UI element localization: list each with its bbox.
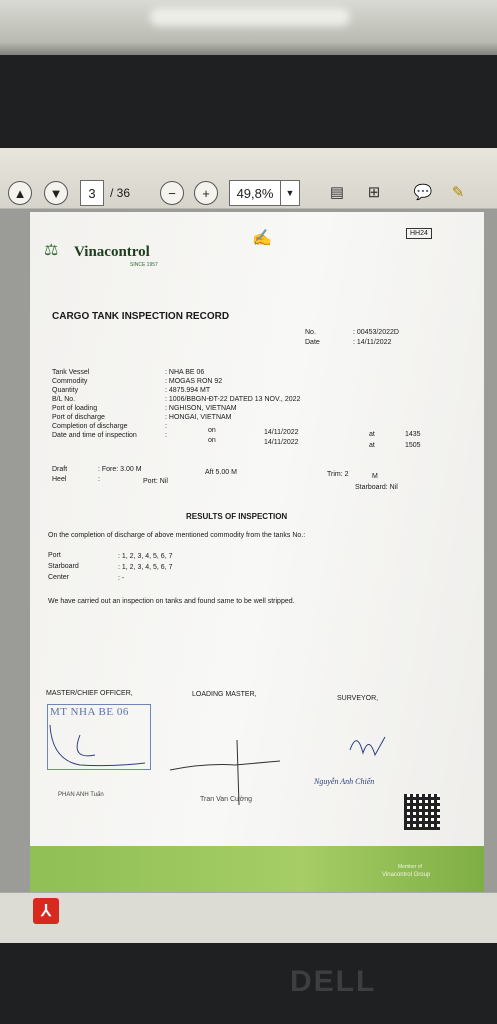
room-background: [0, 0, 497, 60]
field-label: Commodity: [52, 378, 88, 385]
completion-on: on: [208, 427, 216, 434]
no-value: : 00453/2022D: [353, 329, 399, 336]
page-total: / 36: [110, 186, 131, 200]
field-label: Port of loading: [52, 405, 98, 412]
initials-signature-icon: ✍: [252, 230, 272, 247]
no-label: No.: [305, 329, 316, 336]
company-since: SINCE 1957: [130, 262, 158, 268]
field-label: B/L No.: [52, 396, 76, 403]
center-value: : -: [118, 575, 125, 582]
company-logo-icon: ⚖: [44, 242, 59, 259]
highlight-icon[interactable]: ✎: [451, 184, 465, 201]
name-loading-master: Tran Van Cường: [200, 796, 253, 803]
completion-time: 1435: [405, 431, 421, 438]
heel-sep: :: [98, 476, 100, 483]
field-label: Quantity: [52, 387, 79, 394]
completion-sep: :: [165, 423, 167, 430]
vessel-stamp-text: MT NHA BE 06: [50, 706, 129, 718]
inspection-date: 14/11/2022: [264, 439, 299, 446]
down-arrow-icon[interactable]: ▼: [44, 181, 68, 205]
page-number-input[interactable]: 3: [80, 180, 104, 206]
field-label: Tank Vessel: [52, 369, 90, 376]
inspection-label: Date and time of inspection: [52, 432, 137, 439]
trim-unit: M: [372, 473, 378, 480]
ceiling-light: [150, 8, 350, 26]
field-value: : NHA BE 06: [165, 369, 205, 376]
taskbar: [0, 892, 497, 943]
zoom-out-icon[interactable]: −: [160, 181, 184, 205]
form-code: HH24: [406, 228, 432, 239]
zoom-in-icon[interactable]: +: [194, 181, 218, 205]
name-surveyor: Nguyễn Anh Chiến: [314, 777, 375, 786]
inspection-sep: :: [165, 432, 167, 439]
center-label: Center: [48, 574, 70, 581]
fit-width-icon[interactable]: ⊞: [367, 184, 381, 201]
footer-group: Vinacontrol Group: [382, 872, 431, 878]
port-value: : 1, 2, 3, 4, 5, 6, 7: [118, 553, 173, 560]
master-signature-icon: [40, 715, 160, 775]
field-value: : HONGAI, VIETNAM: [165, 414, 232, 421]
signature-label-loading: LOADING MASTER,: [192, 691, 257, 698]
inspection-statement: We have carried out an inspection on tanks and found same to be well stripped.: [48, 598, 295, 605]
field-value: : NGHISON, VIETNAM: [165, 405, 237, 412]
field-value: : 1006/BBGN-ĐT-22 DATED 13 NOV., 2022: [165, 396, 301, 403]
up-arrow-icon[interactable]: ▲: [8, 181, 32, 205]
completion-label: Completion of discharge: [52, 423, 128, 430]
results-intro: On the completion of discharge of above mentioned commodity from the tanks No.:: [48, 532, 306, 539]
name-master: PHAN ANH Tuấn: [58, 792, 104, 798]
inspection-time: 1505: [405, 442, 421, 449]
dropdown-icon[interactable]: ▼: [280, 180, 300, 206]
field-label: Port of discharge: [52, 414, 105, 421]
draft-fore: : Fore: 3.00 M: [98, 466, 142, 473]
qr-code: [404, 794, 440, 830]
field-value: : MOGAS RON 92: [165, 378, 223, 385]
signature-label-surveyor: SURVEYOR,: [337, 695, 379, 702]
completion-at: at: [369, 431, 375, 438]
date-value: : 14/11/2022: [353, 339, 392, 346]
pdf-app-icon[interactable]: ⅄: [33, 898, 59, 924]
monitor-brand: DELL: [290, 965, 377, 998]
completion-date: 14/11/2022: [264, 429, 299, 436]
fit-page-icon[interactable]: ▤: [329, 184, 345, 201]
company-name: Vinacontrol: [74, 244, 150, 260]
page-title: CARGO TANK INSPECTION RECORD: [52, 311, 230, 322]
signature-label-master: MASTER/CHIEF OFFICER,: [46, 690, 133, 697]
starboard-label: Starboard: [48, 563, 79, 570]
results-heading: RESULTS OF INSPECTION: [186, 512, 288, 521]
draft-label: Draft: [52, 466, 68, 473]
comment-icon[interactable]: 💬: [413, 184, 433, 201]
starboard-value: : 1, 2, 3, 4, 5, 6, 7: [118, 564, 173, 571]
field-value: : 4875.994 MT: [165, 387, 211, 394]
surveyor-signature-icon: [345, 725, 395, 765]
heel-port: Port: Nil: [143, 478, 168, 485]
inspection-on: on: [208, 437, 216, 444]
trim-value: Trim: 2: [327, 471, 349, 478]
draft-aft: Aft 5.00 M: [205, 469, 237, 476]
heel-starboard: Starboard: Nil: [355, 484, 398, 491]
date-label: Date: [305, 339, 320, 346]
footer-member: Member of: [398, 864, 422, 870]
inspection-at: at: [369, 442, 375, 449]
heel-label: Heel: [52, 476, 67, 483]
zoom-level-input[interactable]: 49,8%: [229, 180, 281, 206]
port-label: Port: [48, 552, 61, 559]
